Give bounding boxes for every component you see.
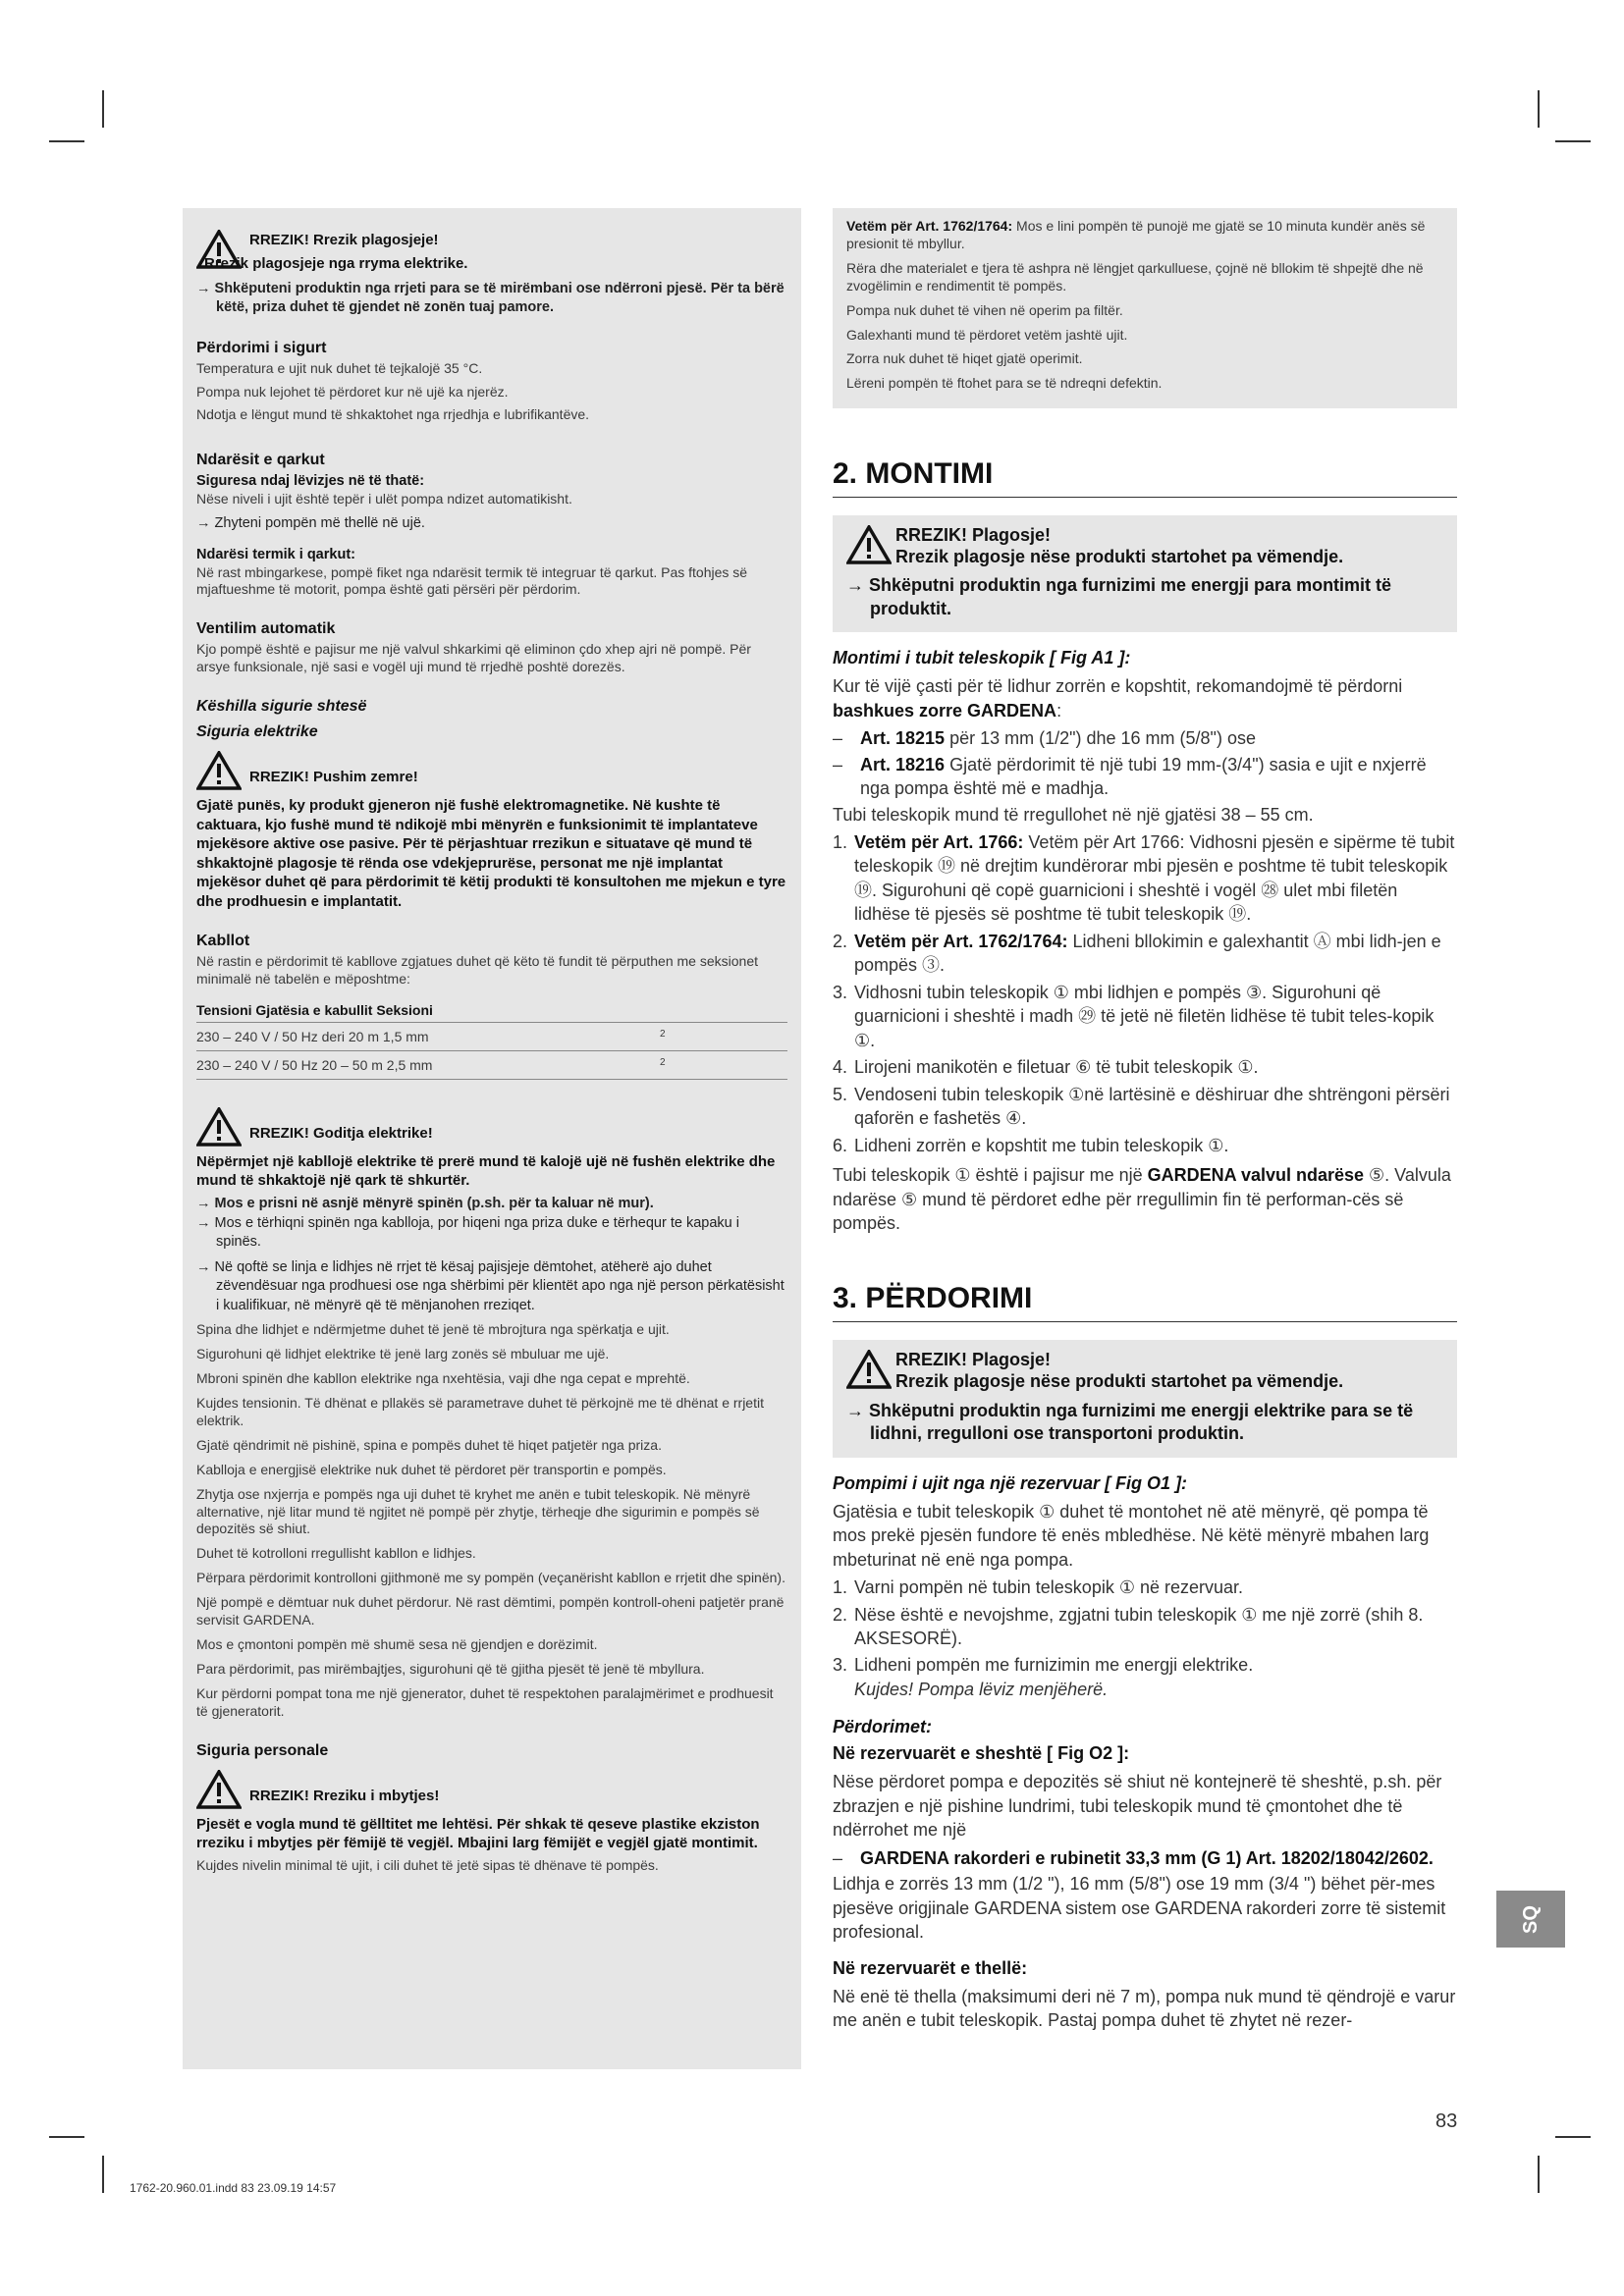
crop-mark xyxy=(1555,2136,1591,2138)
content-column xyxy=(833,408,1457,2037)
section-heading-italic: Këshilla sigurie shtesë xyxy=(196,698,367,716)
subsection-heading: Në rezervuarët e thellë: xyxy=(833,1957,1028,1978)
sub-heading: Ndarësi termik i qarkut: xyxy=(196,546,355,562)
crop-mark xyxy=(1555,140,1591,142)
rule-line: Kablloja e energjisë elektrike nuk duhet të përdoret për transportin e pompës. xyxy=(196,1461,667,1477)
table-row xyxy=(196,1050,787,1079)
paragraph: Tubi teleskopik mund të rregullohet në një gjatësi 38 – 55 cm. xyxy=(833,804,1314,825)
text-line: Temperatura e ujit nuk duhet të tejkalojë 35 °C. xyxy=(196,359,483,376)
warning-title: RREZIK! Rreziku i mbytjes! xyxy=(249,1787,440,1804)
page-number: 83 xyxy=(1435,2110,1458,2132)
text-line: Zorra nuk duhet të hiqet gjatë operimit. xyxy=(846,350,1083,367)
rule-line: Sigurohuni që lidhjet elektrike të jenë larg zonës së mbuluar me ujë. xyxy=(196,1346,610,1362)
warning-injury-box xyxy=(833,515,1457,632)
section-heading: Ventilim automatik xyxy=(196,620,336,638)
table-cell: 230 – 240 V / 50 Hz deri 20 m 1,5 mm xyxy=(196,1022,660,1050)
crop-mark xyxy=(102,2156,104,2193)
section-heading: Ndarësit e qarkut xyxy=(196,452,325,469)
rule-line: Një pompë e dëmtuar nuk duhet përdorur. Në rast dëmtimi, pompën kontroll-oheni patjetër pranë servisit GARDENA. xyxy=(196,1594,785,1629)
safety-box-continued xyxy=(833,208,1457,408)
subsection-heading: Përdorimet: xyxy=(833,1717,933,1737)
rule-line: Zhytja ose nxjerrja e pompës nga uji duhet të kryhet me anën e tubit teleskopik. Në mënyrë alternative, një litar mund të ngjitet në pompë për zhytje, tërheqje dhe sigurimin e pompës së depozitës së shiut. xyxy=(196,1485,760,1537)
warning-triangle-icon xyxy=(196,1107,242,1147)
paragraph: Në enë të thella (maksimumi deri në 7 m), pompa nuk mund të qëndrojë e varur me anën e tubit teleskopik. Pastaj pompa duhet të zhytet në rezer- xyxy=(833,1986,1456,2031)
step-item: 6. Lidheni zorrën e kopshtit me tubin teleskopik ①. xyxy=(833,1135,1229,1155)
warning-title: RREZIK! Pushim zemre! xyxy=(249,769,418,786)
step-item: 4. Lirojeni manikotën e filetuar ⑥ të tubit teleskopik ①. xyxy=(833,1057,1259,1078)
step-item: 3. Vidhosni tubin teleskopik ① mbi lidhjen e pompës ③. Sigurohuni që guarnicioni i sheshtë i madh ㉙ të jetë në filetën lidhëse të tubit teles-kopik ①. xyxy=(833,982,1435,1050)
sub-heading: Siguresa ndaj lëvizjes në të thatë: xyxy=(196,473,425,490)
crop-mark xyxy=(102,90,104,128)
warning-triangle-icon xyxy=(196,1770,242,1809)
warning-text: Nëpërmjet një kabllojë elektrike të prerë mund të kalojë ujë në fushën elektrike dhe mund të shkaktojë një qark të shkurtër. xyxy=(196,1152,776,1190)
warning-text: Pjesët e vogla mund të gëlltitet me lehtësi. Për shkak të qeseve plastike ekziston rreziku i mbytjes për fëmijë të vegjël. Mbajini larg fëmijët e vegjël gjatë montimit. xyxy=(196,1815,760,1852)
step-item: 2. Vetëm për Art. 1762/1764: Lidheni bllokimin e galexhantit Ⓐ mbi lidh-jen e pompës ③. xyxy=(833,931,1441,976)
table-row xyxy=(196,1022,787,1050)
warning-title: RREZIK! Plagosje! xyxy=(895,1350,1052,1370)
warning-instruction: → Shkëputni produktin nga furnizimi me energji para montimit të produktit. xyxy=(846,575,1392,618)
warning-heart xyxy=(196,751,787,790)
paragraph: Tubi teleskopik ① është i pajisur me një GARDENA valvul ndarëse ⑤. Valvula ndarëse ⑤ mund të përdoret edhe për rregullimin fin të performan-cës së pompës. xyxy=(833,1165,1451,1234)
step-item: 1. Vetëm për Art. 1766: Vetëm për Art 1766: Vidhosni pjesën e sipërme të tubit teleskopik ⑲ në drejtim kundërorar mbi pjesën e poshtme të tubit teleskopik ⑲. Sigurohuni që copë guarnicioni i sheshtë i vogël ㉘ ulet mbi filetën lidhëse të pjesës së poshtme të tubit teleskopik ⑲. xyxy=(833,831,1455,925)
text-line: Vetëm për Art. 1762/1764: Mos e lini pompën të punojë me gjatë se 10 minuta kundër anës së presionit të mbyllur. xyxy=(846,218,1426,251)
section-title-montimi: 2. MONTIMI xyxy=(833,408,1457,498)
warning-instruction: → Shkëputeni produktin nga rrjeti para se të mirëmbani ose ndërroni pjesë. Për ta bërë këtë, priza duhet të gjendet në zonën tuaj pamore. xyxy=(196,280,785,316)
paragraph: Kur të vijë çasti për të lidhur zorrën e kopshtit, rekomandojmë të përdorni bashkues zorre GARDENA: xyxy=(833,676,1403,721)
text-line: Në rastin e përdorimit të kabllove zgjatues duhet që këto të fundit të përputhen me seksionet minimalë në tabelën e mëposhtme: xyxy=(196,953,759,988)
table-header: Tensioni Gjatësia e kabullit Seksioni xyxy=(196,998,787,1023)
text-line: Pompa nuk duhet të vihen në operim pa filtër. xyxy=(846,301,1123,318)
warning-injury-box xyxy=(833,1340,1457,1457)
section-title-perdorimi: 3. PËRDORIMI xyxy=(833,1239,1457,1322)
text-line: Nëse niveli i ujit është tepër i ulët pompa ndizet automatikisht. xyxy=(196,491,572,507)
warning-subtitle: Rrezik plagosje nëse produkti startohet pa vëmendje. xyxy=(895,547,1344,566)
paragraph: Nëse përdoret pompa e depozitës së shiut në kontejnerë të sheshtë, p.sh. për zbrazjen e një pishine lundrimi, tubi teleskopik mund të çmontohet dhe të ndërrohet me një xyxy=(833,1772,1442,1841)
rule-line: Para përdorimit, pas mirëmbajtjes, sigurohuni që të gjitha pjesët të jenë të mbyllura. xyxy=(196,1660,705,1677)
text-line: Lëreni pompën të ftohet para se të ndreqni defektin. xyxy=(846,375,1163,392)
subsection-heading: Në rezervuarët e sheshtë [ Fig O2 ]: xyxy=(833,1743,1130,1764)
paragraph: Lidhja e zorrës 13 mm (1/2 "), 16 mm (5/8") ose 19 mm (3/4 ") bëhet për-mes pjesëve origjinale GARDENA sistem ose GARDENA rakorderi zorre të sistemit profesional. xyxy=(833,1874,1446,1943)
instruction-line: → Zhyteni pompën më thellë në ujë. xyxy=(196,515,425,532)
text-line: Kujdes nivelin minimal të ujit, i cili duhet të jetë sipas të dhënave të pompës. xyxy=(196,1856,659,1873)
warning-triangle-icon xyxy=(846,525,892,564)
warning-triangle-icon xyxy=(196,751,242,790)
table-cell: 2 xyxy=(660,1050,787,1079)
text-line: Kjo pompë është e pajisur me një valvul shkarkimi që eliminon çdo xhep ajri në pompë. Për arsye funksionale, një sasi e vogël uji mund të rrjedhë poshtë dorezës. xyxy=(196,641,751,675)
subsection-heading: Pompimi i ujit nga një rezervuar [ Fig O1 ]: xyxy=(833,1472,1188,1493)
warning-subtitle: Rrezik plagosjeje nga rryma elektrike. xyxy=(204,255,468,272)
warning-instruction: → Shkëputni produktin nga furnizimi me energji elektrike para se të lidhni, rregulloni ose transportoni produktin. xyxy=(846,1400,1414,1444)
instruction-line: → Në qoftë se linja e lidhjes në rrjet të kësaj pajisjeje dëmtohet, atëherë ajo duhet zëvendësuar nga prodhuesi ose nga shërbimi për klientët apo nga një person përkatësisht i kualifikuar, në mënyrë që të mënjanohen rreziqet. xyxy=(196,1258,785,1313)
step-item: 2. Nëse është e nevojshme, zgjatni tubin teleskopik ① me një zorrë (shih 8. AKSESORË). xyxy=(833,1604,1424,1648)
instruction-line: → Mos e tërhiqni spinën nga kablloja, por hiqeni nga priza duke e tërhequr te kapaku i spinës. xyxy=(196,1214,739,1251)
crop-mark xyxy=(1538,2156,1540,2193)
crop-mark xyxy=(49,2136,84,2138)
section-heading: Përdorimi i sigurt xyxy=(196,339,327,356)
cable-table xyxy=(196,998,787,1080)
list-item: – GARDENA rakorderi e rubinetit 33,3 mm (G 1) Art. 18202/18042/2602. xyxy=(833,1847,1434,1868)
subsection-heading: Montimi i tubit teleskopik [ Fig A1 ]: xyxy=(833,648,1131,668)
table-cell: 2 xyxy=(660,1022,787,1050)
warning-electric-shock xyxy=(196,1107,787,1147)
safety-column xyxy=(183,208,801,2069)
rule-line: Kur përdorni pompat tona me një gjenerator, duhet të respektohen paralajmërimet e prodhuesit të gjeneratorit. xyxy=(196,1684,774,1719)
step-item: 1. Varni pompën në tubin teleskopik ① në rezervuar. xyxy=(833,1577,1244,1598)
rule-line: Kujdes tensionin. Të dhënat e pllakës së parametrave duhet të përkojnë me të dhënat e rrjetit elektrik. xyxy=(196,1395,764,1428)
warning-subtitle: Rrezik plagosje nëse produkti startohet pa vëmendje. xyxy=(895,1371,1344,1392)
warning-instruction: → Mos e prisni në asnjë mënyrë spinën (p.sh. për ta kaluar në mur). xyxy=(196,1195,654,1211)
warning-suffocation xyxy=(196,1770,787,1809)
section-heading: Kabllot xyxy=(196,933,250,950)
list-item: – Art. 18215 për 13 mm (1/2") dhe 16 mm (5/8") ose xyxy=(833,728,1256,749)
warning-text: Gjatë punës, ky produkt gjeneron një fushë elektromagnetike. Në kushte të caktuara, kjo fushë mund të ndikojë mbi mënyrën e funksionimit të implantateve mjekësore aktive ose pasive. Për të përjashtuar rrezikun e situatave që mund të shkaktojnë plagosje të rënda ose vdekjeprurëse, personat me një implantat mjekësor duhet që para përdorimit të këtij produkti të konsultohen me mjekun e tyre dhe prodhuesin e implantatit. xyxy=(196,797,786,910)
text-line: Pompa nuk lejohet të përdoret kur në ujë ka njerëz. xyxy=(196,383,509,400)
section-heading: Siguria personale xyxy=(196,1741,329,1759)
section-heading-italic: Siguria elektrike xyxy=(196,723,318,741)
warning-title: RREZIK! Plagosje! xyxy=(895,525,1052,545)
rule-line: Duhet të kotrolloni rregullisht kabllon e lidhjes. xyxy=(196,1545,476,1562)
rule-line: Gjatë qëndrimit në pishinë, spina e pompës duhet të hiqet patjetër nga priza. xyxy=(196,1436,662,1453)
table-cell: 230 – 240 V / 50 Hz 20 – 50 m 2,5 mm xyxy=(196,1050,660,1079)
rule-line: Mos e çmontoni pompën më shumë sesa në gjendjen e dorëzimit. xyxy=(196,1636,598,1652)
text-line: Rëra dhe materialet e tjera të ashpra në lëngjet qarkulluese, çojnë në bllokim të shpejtë dhe në zvogëlimin e rendimentit të pompës. xyxy=(846,259,1424,294)
crop-mark xyxy=(49,140,84,142)
warning-electric-injury xyxy=(196,230,787,274)
language-tab: SQ xyxy=(1496,1891,1565,1948)
warning-title: RREZIK! Goditja elektrike! xyxy=(249,1124,433,1142)
list-item: – Art. 18216 Gjatë përdorimit të një tubi 19 mm-(3/4") sasia e ujit e nxjerrë nga pompa është më e madhja. xyxy=(833,754,1427,799)
text-line: Ndotja e lëngut mund të shkaktohet nga rrjedhja e lubrifikantëve. xyxy=(196,406,590,423)
paragraph: Gjatësia e tubit teleskopik ① duhet të montohet në atë mënyrë, që pompa të mos prekë pjesën fundore të enës mbledhëse. Në këtë mënyrë mbahen larg mbeturinat në enë nga pompa. xyxy=(833,1501,1430,1570)
rule-line: Përpara përdorimit kontrolloni gjithmonë me sy pompën (veçanërisht kabllon e rrjetit dhe spinën). xyxy=(196,1570,785,1586)
rule-line: Spina dhe lidhjet e ndërmjetme duhet të jenë të mbrojtura nga spërkatja e ujit. xyxy=(196,1321,670,1338)
warning-title: RREZIK! Rrezik plagosjeje! xyxy=(249,232,439,248)
print-footer: 1762-20.960.01.indd 83 23.09.19 14:57 xyxy=(130,2181,337,2195)
step-item: 3. Lidheni pompën me furnizimin me energji elektrike. Kujdes! Pompa lëviz menjëherë. xyxy=(833,1655,1254,1699)
rule-line: Mbroni spinën dhe kabllon elektrike nga nxehtësia, vaji dhe nga cepat e mprehtë. xyxy=(196,1370,690,1387)
warning-triangle-icon xyxy=(846,1350,892,1389)
crop-mark xyxy=(1538,90,1540,128)
text-line: Në rast mbingarkese, pompë fiket nga ndarësit termik të integruar të qarkut. Pas ftohjes së mjaftueshme të motorit, pompa është gati përsëri për përdorim. xyxy=(196,563,748,598)
text-line: Galexhanti mund të përdoret vetëm jashtë ujit. xyxy=(846,326,1128,343)
step-item: 5. Vendoseni tubin teleskopik ①në lartësinë e dëshiruar dhe shtrëngoni përsëri qaforën e fashetës ④. xyxy=(833,1084,1450,1129)
